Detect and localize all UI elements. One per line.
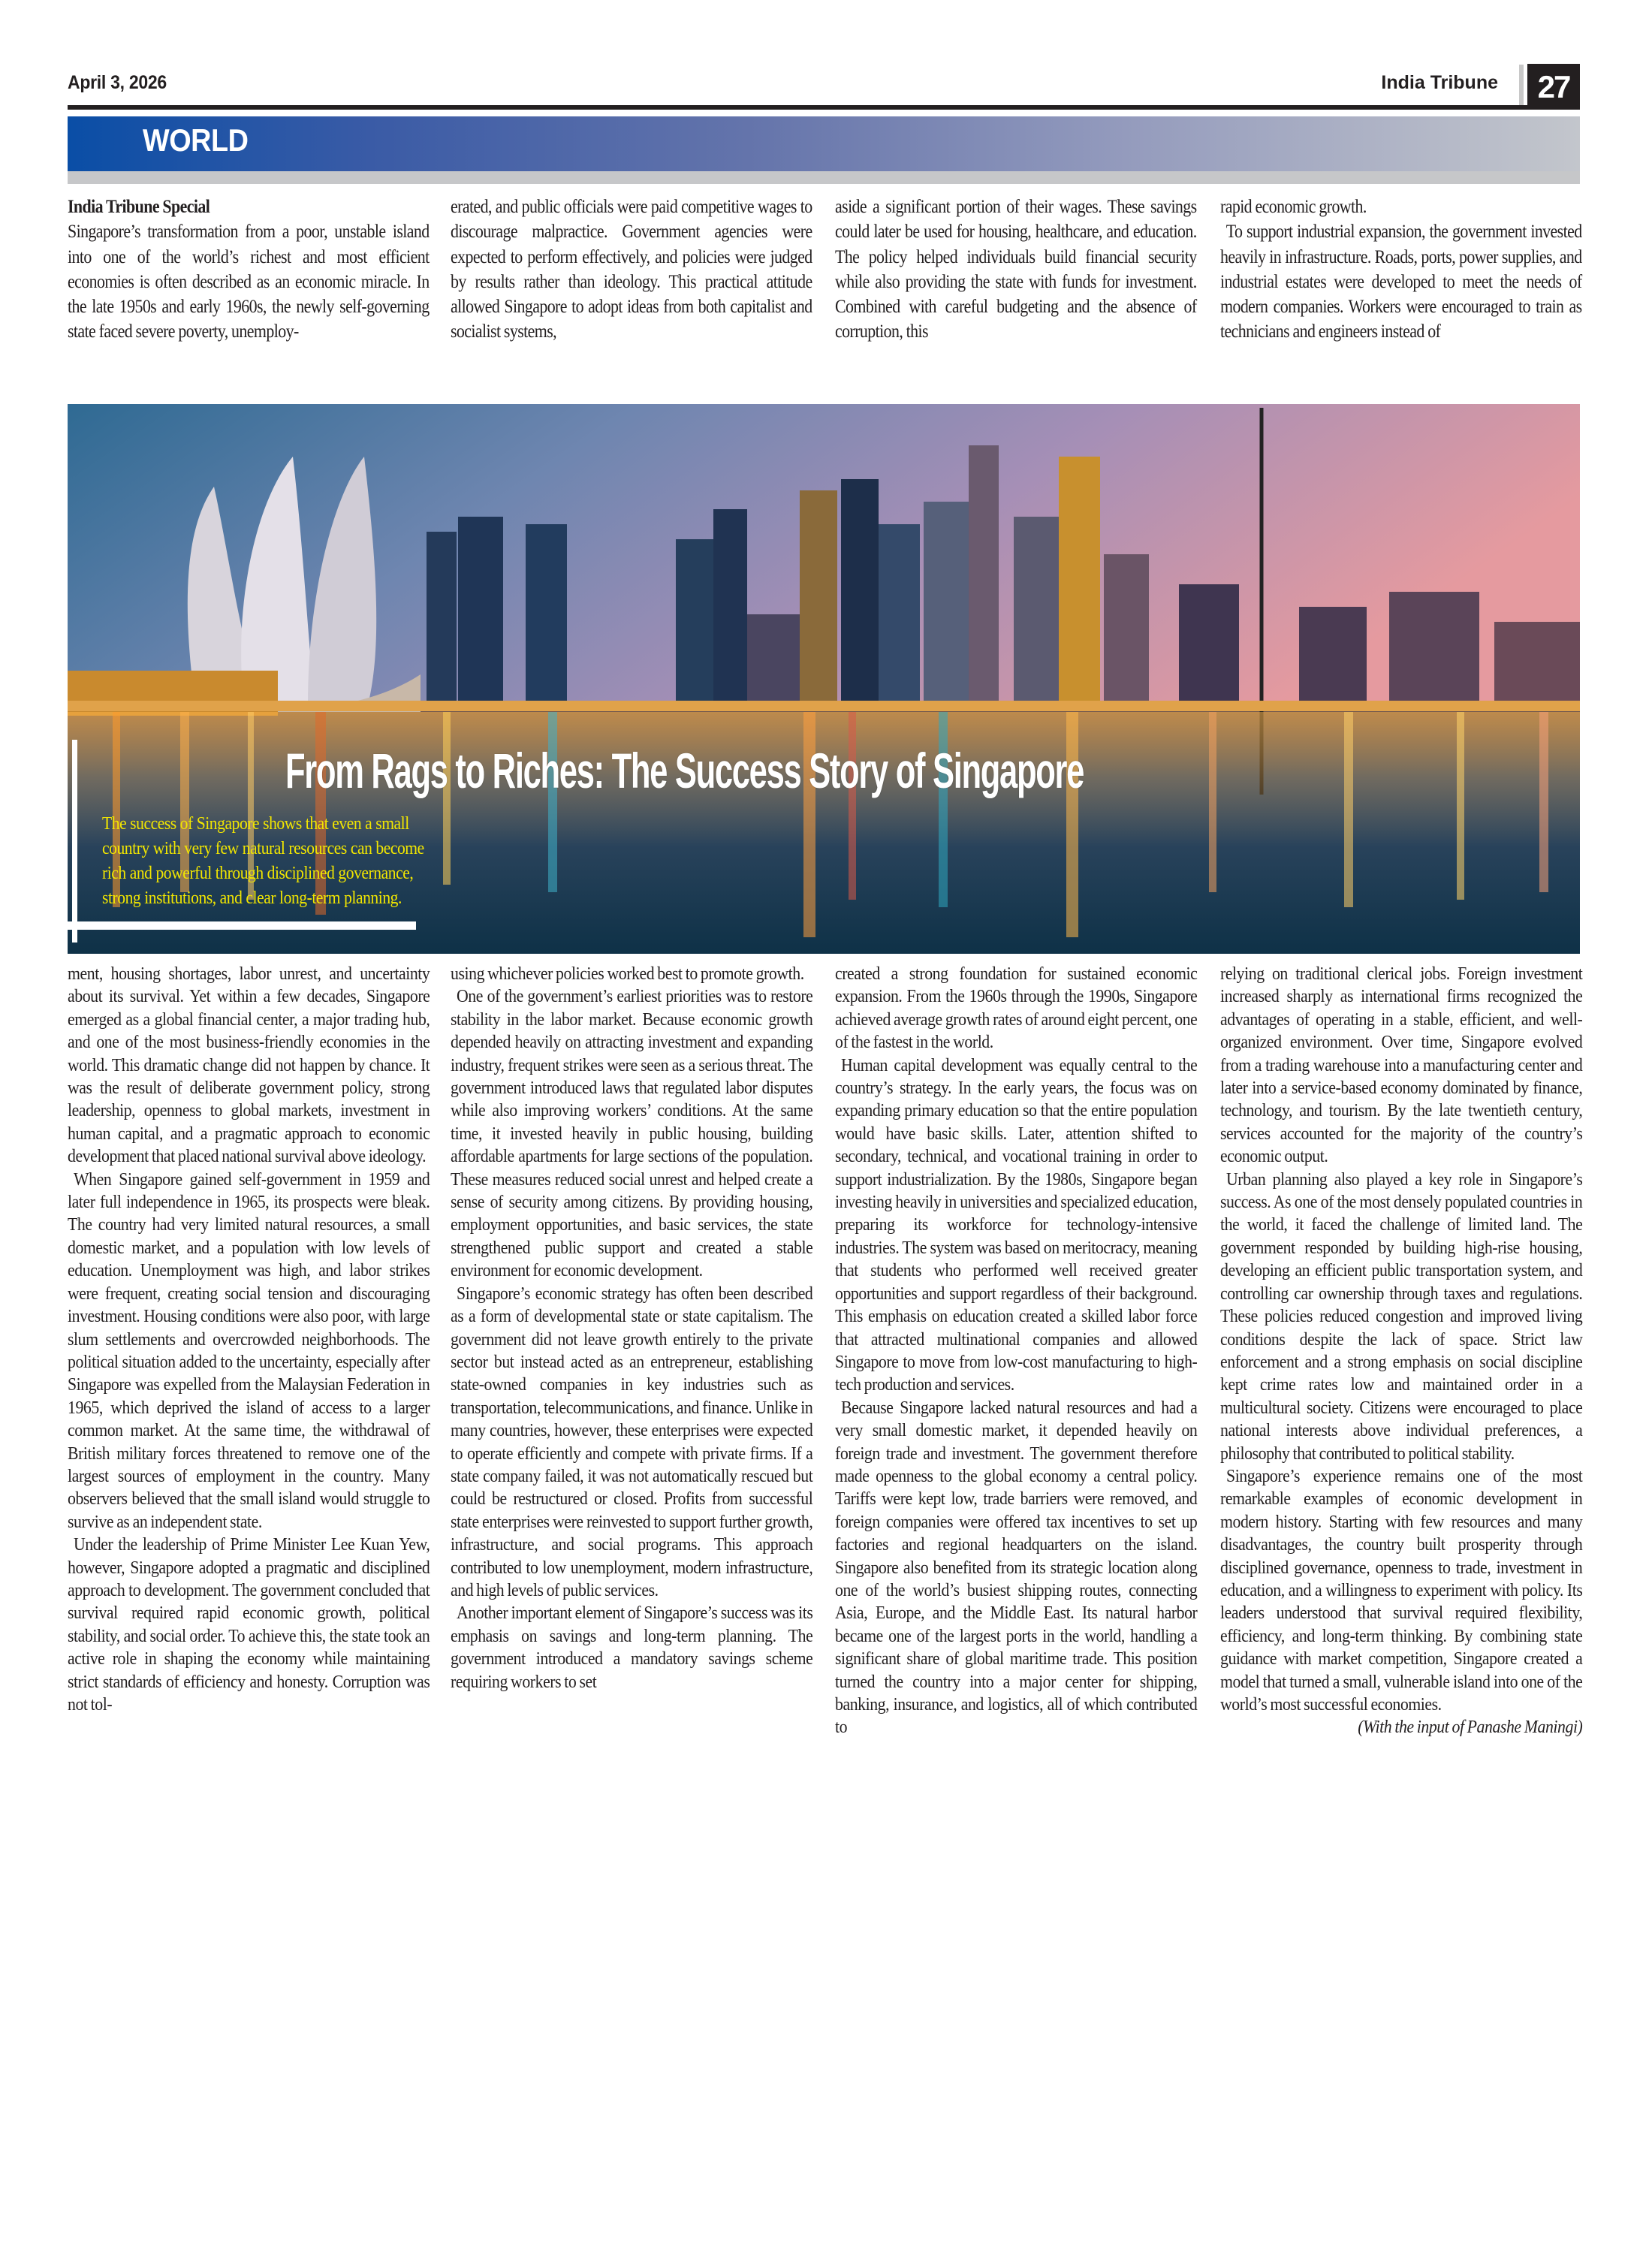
article-headline: From Rags to Riches: The Success Story of Singapore bbox=[285, 743, 1084, 798]
paragraph: Under the leadership of Prime Minister Lee Kuan Yew, however, Singapore adopted a pragmatic and disciplined approach to development. The government concluded that survival required rapid economic growth, political stability, and social order. To achieve this, the state took an active role in shaping the economy while maintaining strict standards of efficiency and honesty. Corruption was not tol- bbox=[68, 1534, 430, 1715]
bottom-column-1 bbox=[68, 963, 430, 1716]
top-column-3 bbox=[835, 194, 1197, 344]
top-column-2 bbox=[451, 194, 812, 344]
section-banner bbox=[68, 116, 1580, 171]
paragraph: relying on traditional clerical jobs. Foreign investment increased sharply as international firms recognized the advantages of operating in a stable, efficient, and well-organized environment. Over time, Singapore evolved from a trading warehouse into a manufacturing center and later into a service-based economy dominated by finance, technology, and tourism. By the late twentieth century, services accounted for the majority of the country’s economic output. bbox=[1220, 964, 1583, 1167]
issue-date: April 3, 2026 bbox=[68, 72, 167, 93]
bottom-column-4 bbox=[1220, 963, 1582, 1739]
publication-name: India Tribune bbox=[1381, 72, 1498, 93]
paragraph: When Singapore gained self-government in 1959 and later full independence in 1965, its prospects were bleak. The country had very limited natural resources, a small domestic market, and a population with low levels of education. Unemployment was high, and labor strikes were frequent, creating social tension and discouraging investment. Housing conditions were also poor, with large slum settlements and overcrowded neighborhoods. The political situation added to the uncertainty, especially after Singapore was expelled from the Malaysian Federation in 1965, which deprived the island of access to a larger common market. At the same time, the withdrawal of British military forces threatened to remove one of the largest sources of employment in the country. Many observers believed that the small island would struggle to survive as an independent state. bbox=[68, 1169, 430, 1532]
paragraph: One of the government’s earliest priorities was to restore stability in the labor market. Because economic growth depended heavily on attracting investment and expanding industry, frequent strikes were seen as a serious threat. The government introduced laws that regulated labor disputes while also improving workers’ conditions. At the same time, it invested heavily in public housing, building affordable apartments for large sections of the population. These measures reduced social unrest and helped create a sense of security among citizens. By providing housing, employment opportunities, and basic services, the state strengthened public support and created a stable environment for economic development. bbox=[451, 986, 813, 1281]
paragraph: Human capital development was equally central to the country’s strategy. In the early years, the focus was on expanding primary education so that the entire population would have basic skills. Later, attention shifted to secondary, technical, and vocational training in order to support industrialization. By the 1980s, Singapore began investing heavily in universities and specialized education, preparing its workforce for technology-intensive industries. The system was based on meritocracy, meaning that students who performed well received greater opportunities and support regardless of their background. This emphasis on education created a skilled labor force that attracted multinational companies and allowed Singapore to move from low-cost manufacturing to high-tech production and services. bbox=[835, 1054, 1198, 1395]
banner-underline-strip bbox=[68, 171, 1580, 184]
paragraph: Singapore’s experience remains one of the most remarkable examples of economic development in modern history. Starting with few resources and many disadvantages, the country built prosperity through disciplined governance, openness to trade, investment in education, and a willingness to experiment with policy. Its leaders understood that survival required flexibility, efficiency, and long-term thinking. By combining state guidance with market competition, Singapore created a model that turned a small, vulnerable island into one of the world’s most successful economies. bbox=[1220, 1465, 1583, 1715]
paragraph: To support industrial expansion, the government invested heavily in infrastructure. Roads, ports, power supplies, and industrial estates were developed to meet the needs of modern companies. Workers were encouraged to train as technicians and engineers instead of bbox=[1220, 220, 1582, 342]
paragraph: Urban planning also played a key role in Singapore’s success. As one of the most densely populated countries in the world, it faced the challenge of limited land. The government responded by building high-rise housing, developing an efficient public transportation system, and controlling car ownership through taxes and regulations. These policies reduced congestion and improved living conditions despite the lack of space. Strict law enforcement and a strong emphasis on social discipline kept crime rates low and maintained order in a multicultural society. Citizens were encouraged to place national interests above individual preferences, a philosophy that contributed to political stability. bbox=[1220, 1169, 1583, 1464]
paragraph: Singapore’s economic strategy has often been described as a form of developmental state or state capitalism. The government did not leave growth entirely to the private sector but instead acted as an entrepreneur, establishing state-owned companies in key industries such as transportation, telecommunications, and finance. Unlike in many countries, however, these enterprises were expected to operate efficiently and compete with private firms. If a state company failed, it was not automatically rescued but could be restructured or closed. Profits from successful state enterprises were reinvested to support further growth, infrastructure, and social programs. This approach contributed to low unemployment, modern infrastructure, and high levels of public services. bbox=[451, 1283, 813, 1600]
paragraph: ment, housing shortages, labor unrest, and uncertainty about its survival. Yet within a few decades, Singapore emerged as a global financial center, a major trading hub, and one of the most business-friendly economies in the world. This dramatic change did not happen by chance. It was the result of deliberate government policy, strong leadership, openness to global markets, investment in human capital, and a pragmatic approach to economic development that placed national survival above ideology. bbox=[68, 964, 430, 1167]
section-label: WORLD bbox=[143, 122, 249, 158]
bottom-column-3 bbox=[835, 963, 1197, 1739]
paragraph: aside a significant portion of their wages. These savings could later be used for housing, healthcare, and education. The policy helped individuals build financial security while also providing the state with funds for investment. Combined with careful budgeting and the absence of corruption, this bbox=[835, 195, 1197, 342]
article-deck: The success of Singapore shows that even a small country with very few natural resources can become rich and powerful through disciplined governance, strong institutions, and clear long-term planning. bbox=[102, 813, 424, 908]
paragraph: Singapore’s transformation from a poor, unstable island into one of the world’s richest and most efficient economies is often described as an economic miracle. In the late 1950s and early 1960s, the newly self-governing state faced severe poverty, unemploy- bbox=[68, 220, 430, 342]
article-kicker: India Tribune Special bbox=[68, 195, 210, 217]
paragraph: erated, and public officials were paid competitive wages to discourage malpractice. Government agencies were expected to perform effectively, and policies were judged by results rather than ideology. This practical attitude allowed Singapore to adopt ideas from both capitalist and socialist systems, bbox=[451, 195, 812, 342]
top-column-4 bbox=[1220, 194, 1582, 344]
top-column-1 bbox=[68, 194, 430, 344]
paragraph: Because Singapore lacked natural resources and had a very small domestic market, it depended heavily on foreign trade and investment. The government therefore made openness to the global economy a central policy. Tariffs were kept low, trade barriers were removed, and foreign companies were offered tax incentives to set up factories and regional headquarters on the island. Singapore also benefited from its strategic location along one of the world’s busiest shipping routes, connecting Asia, Europe, and the Middle East. Its natural harbor became one of the largest ports in the world, handling a significant share of global maritime trade. This position turned the country into a major center for shipping, banking, insurance, and logistics, all of which contributed to bbox=[835, 1397, 1198, 1738]
decorative-horizontal-bar bbox=[68, 921, 416, 930]
article-byline: (With the input of Panashe Maningi) bbox=[1358, 1717, 1583, 1738]
paragraph: Another important element of Singapore’s success was its emphasis on savings and long-term planning. The government introduced a mandatory savings scheme requiring workers to set bbox=[451, 1603, 813, 1692]
paragraph: created a strong foundation for sustained economic expansion. From the 1960s through the 1990s, Singapore achieved average growth rates of around eight percent, one of the fastest in the world. bbox=[835, 964, 1198, 1053]
header-divider bbox=[1519, 65, 1524, 107]
decorative-vertical-bar bbox=[72, 740, 77, 943]
bottom-column-2 bbox=[451, 963, 812, 1694]
paragraph: rapid economic growth. bbox=[1220, 195, 1367, 217]
page-number: 27 bbox=[1527, 64, 1580, 110]
header-rule bbox=[68, 105, 1527, 110]
paragraph: using whichever policies worked best to promote growth. bbox=[451, 964, 804, 984]
